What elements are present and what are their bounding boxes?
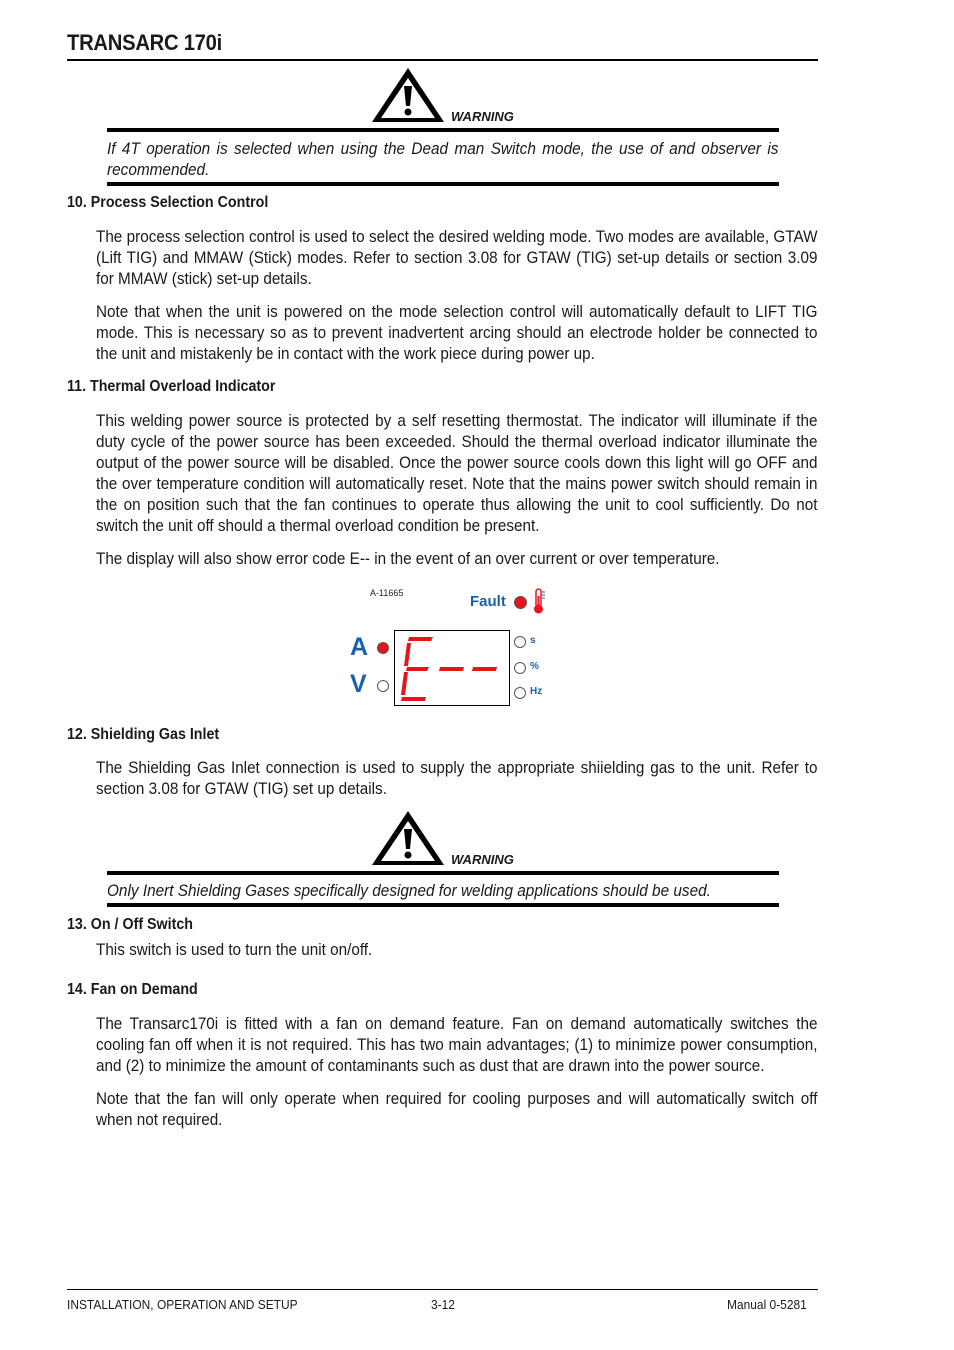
seven-segment-display: [394, 630, 510, 706]
warning-label: WARNING: [451, 852, 514, 867]
percent-unit: %: [530, 661, 539, 672]
fault-led: [514, 596, 527, 609]
paragraph: The Shielding Gas Inlet connection is used to supply the appropriate shiielding gas to the unit. Refer to section 3.08 for GTAW (TIG) set up details.: [96, 759, 818, 798]
error-display-figure: [340, 582, 570, 712]
warning-triangle-icon: [370, 809, 446, 867]
percent-led: [514, 662, 526, 674]
figure-code: A-11665: [370, 588, 404, 598]
seconds-unit: s: [530, 635, 536, 646]
section-heading: 14. Fan on Demand: [67, 981, 198, 998]
warning-bar-bottom: [107, 182, 779, 186]
paragraph: The process selection control is used to select the desired welding mode. Two modes are available, GTAW (Lift TIG) and MMAW (Stick) modes. Refer to section 3.08 for GTAW (TIG) set-up details or section 3.09 for MMAW (stick) set-up details.: [96, 228, 818, 288]
paragraph: This welding power source is protected by a self resetting thermostat. The indicator will illuminate if the duty cycle of the power source has been exceeded. Should the thermal overload indicator illuminate the output of the power source will be disabled. Once the power source cools down this light will go OFF and the over temperature condition will automatically reset. Note that the mains power switch should remain in the on position such that the fan continues to operate thus allowing the unit to cool sufficiently. Do not switch the unit off should a thermal overload condition be present.: [96, 412, 818, 535]
footer-rule: [67, 1289, 818, 1290]
page-title: TRANSARC 170i: [67, 30, 223, 55]
section-heading: 10. Process Selection Control: [67, 194, 269, 211]
footer-right: Manual 0-5281: [727, 1297, 807, 1312]
paragraph: The Transarc170i is fitted with a fan on demand feature. Fan on demand automatically switches the cooling fan off when it is not required. This has two main advantages; (1) to minimize power consumption, and (2) to minimize the amount of contaminants such as dust that are drawn into the power source.: [96, 1015, 818, 1075]
hertz-led: [514, 687, 526, 699]
thermometer-icon: [531, 587, 547, 615]
paragraph: This switch is used to turn the unit on/off.: [96, 941, 373, 959]
header-rule: [67, 59, 818, 61]
footer-left: INSTALLATION, OPERATION AND SETUP: [67, 1297, 298, 1312]
paragraph: The display will also show error code E-- in the event of an over current or over temperature.: [96, 550, 720, 568]
seconds-led: [514, 636, 526, 648]
volts-label: V: [350, 670, 367, 698]
hertz-unit: Hz: [530, 686, 543, 697]
warning-text: If 4T operation is selected when using the Dead man Switch mode, the use of and observer is recommended.: [107, 140, 779, 179]
display-digits: [395, 631, 509, 705]
section-heading: 12. Shielding Gas Inlet: [67, 726, 220, 743]
paragraph: Note that the fan will only operate when required for cooling purposes and will automatically switch off when not required.: [96, 1090, 818, 1129]
warning-bar-top: [107, 871, 779, 875]
warning-bar-top: [107, 128, 779, 132]
section-heading: 11. Thermal Overload Indicator: [67, 378, 276, 395]
page-number: 3-12: [431, 1297, 455, 1312]
warning-text: Only Inert Shielding Gases specifically designed for welding applications should be used.: [107, 882, 711, 900]
volts-led: [377, 680, 389, 692]
warning-triangle-icon: [370, 66, 446, 124]
warning-label: WARNING: [451, 109, 514, 124]
section-heading: 13. On / Off Switch: [67, 916, 193, 933]
fault-label: Fault: [470, 593, 506, 610]
paragraph: Note that when the unit is powered on the mode selection control will automatically default to LIFT TIG mode. This is necessary so as to prevent inadvertent arcing should an electrode holder be connected to the unit and mistakenly be in contact with the work piece during power up.: [96, 303, 818, 363]
amps-label: A: [350, 633, 369, 661]
amps-led: [377, 642, 389, 654]
warning-bar-bottom: [107, 903, 779, 907]
